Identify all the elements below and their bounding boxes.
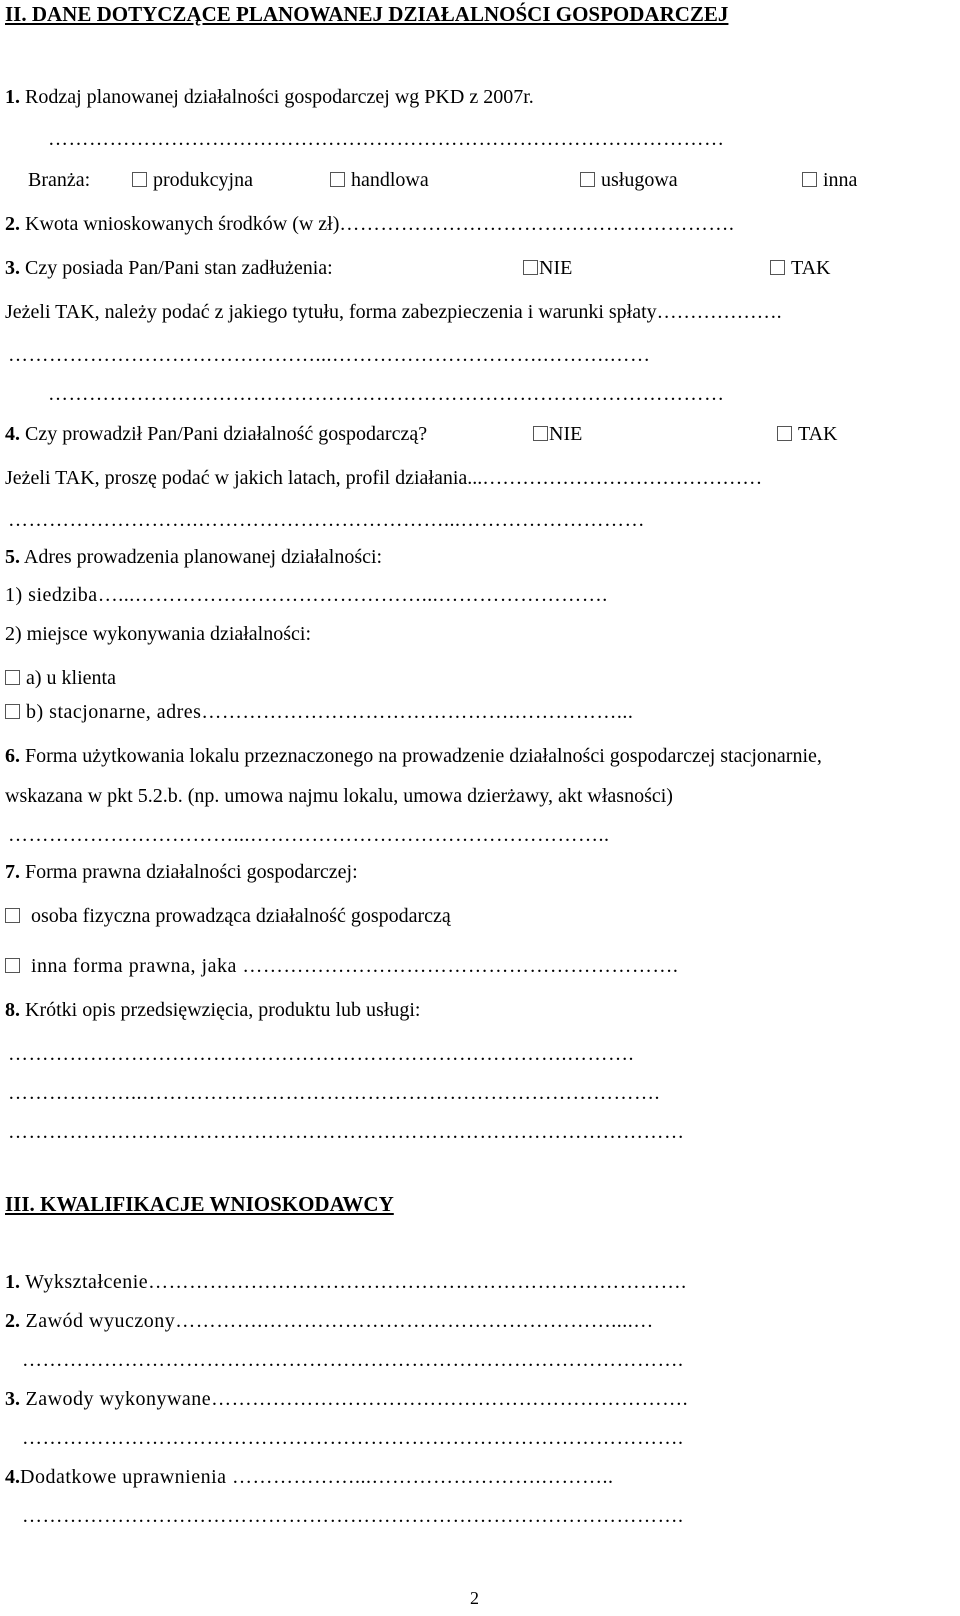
q3-line (5, 256, 905, 280)
q1-answer-line[interactable]: ……………………………………………………………………………………… (48, 128, 725, 150)
f3-answer-line[interactable]: ……………………………………………………………………………………. (22, 1427, 684, 1449)
q7-line (5, 860, 358, 884)
q1-text: Rodzaj planowanej działalności gospodarczej wg PKD z 2007r. (20, 86, 534, 108)
q7-number: 7. (5, 861, 20, 883)
f4-number: 4. (5, 1466, 20, 1488)
q5-text: Adres prowadzenia planowanej działalności: (20, 546, 383, 568)
q3-option-nie[interactable] (523, 256, 572, 280)
f1-number: 1. (5, 1271, 20, 1293)
option-uslugowa-label: usługowa (601, 169, 678, 191)
f2-line[interactable] (5, 1309, 654, 1333)
option-inna[interactable] (802, 168, 857, 192)
f2-answer-line[interactable]: ……………………………………………………………………………………. (22, 1349, 684, 1371)
option-handlowa[interactable] (330, 168, 429, 192)
q2-number: 2. (5, 213, 20, 235)
q4-line (5, 422, 905, 446)
q4-detail: Jeżeli TAK, proszę podać w jakich latach, profil działania...…………………………………… (5, 467, 763, 489)
checkbox-icon[interactable] (330, 172, 345, 187)
f4-text: Dodatkowe uprawnienia ………………...…………………….……….. (20, 1466, 614, 1488)
option-produkcyjna[interactable] (132, 168, 253, 192)
q3-detail: Jeżeli TAK, należy podać z jakiego tytułu, forma zabezpieczenia i warunki spłaty………………. (5, 301, 782, 323)
q5-line (5, 545, 382, 569)
checkbox-icon[interactable] (132, 172, 147, 187)
f2-number: 2. (5, 1310, 20, 1332)
option-produkcyjna-label: produkcyjna (153, 169, 253, 191)
q6-line (5, 744, 822, 768)
option-uslugowa[interactable] (580, 168, 678, 192)
checkbox-icon[interactable] (5, 670, 20, 685)
option-inna-label: inna (823, 169, 858, 191)
q3-option-tak-label: TAK (791, 257, 831, 279)
q3-text: Czy posiada Pan/Pani stan zadłużenia: (20, 257, 333, 279)
f3-number: 3. (5, 1388, 20, 1410)
q7-option-1-label: osoba fizyczna prowadząca działalność gospodarczą (31, 905, 451, 927)
section-2-title: II. DANE DOTYCZĄCE PLANOWANEJ DZIAŁALNOŚCI GOSPODARCZEJ (5, 2, 729, 26)
q8-answer-line-2[interactable]: ………………..…………………………………………………………………. (8, 1082, 660, 1104)
q4-option-tak[interactable] (777, 422, 838, 446)
checkbox-icon[interactable] (5, 958, 20, 973)
q7-option-2-label: inna forma prawna, jaka ………………………………………………………. (31, 955, 679, 977)
q2-text: Kwota wnioskowanych środków (w zł) (20, 213, 340, 235)
q7-option-1[interactable] (5, 904, 451, 928)
f3-text: Zawody wykonywane……………………………………………………………. (20, 1388, 689, 1410)
f4-answer-line[interactable]: ……………………………………………………………………………………. (22, 1505, 684, 1527)
q4-option-nie[interactable] (533, 422, 582, 446)
q5-option-a-label: a) u klienta (26, 667, 116, 689)
q6-line-2: wskazana w pkt 5.2.b. (np. umowa najmu lokalu, umowa dzierżawy, akt własności) (5, 785, 673, 807)
q5-option-b-label: b) stacjonarne, adres……………………………………….……………... (26, 701, 634, 723)
q3-option-nie-label: NIE (539, 257, 573, 279)
branza-label: Branża: (28, 169, 91, 191)
checkbox-icon[interactable] (777, 426, 792, 441)
q5-option-a[interactable] (5, 666, 116, 690)
q8-text: Krótki opis przedsięwzięcia, produktu lub usługi: (20, 999, 421, 1021)
q4-option-nie-label: NIE (549, 423, 583, 445)
checkbox-icon[interactable] (5, 704, 20, 719)
q4-answer-line[interactable]: ……………………….………………………………...……………………… (8, 509, 645, 531)
q8-answer-line-1[interactable]: ……………………………………………………………………….………. (8, 1043, 634, 1065)
f1-text: Wykształcenie……………………………………………………………………. (20, 1271, 687, 1293)
q8-answer-line-3[interactable]: ……………………………………………………………………………………… (8, 1121, 685, 1143)
q6-answer-line[interactable]: ……………………………...…………………………………………….. (8, 824, 610, 846)
checkbox-icon[interactable] (533, 426, 548, 441)
q6-number: 6. (5, 745, 20, 767)
q4-number: 4. (5, 423, 20, 445)
option-handlowa-label: handlowa (351, 169, 429, 191)
q1-line (5, 85, 534, 109)
q5-option-b[interactable] (5, 700, 633, 724)
q7-text: Forma prawna działalności gospodarczej: (20, 861, 358, 883)
q3-answer-line-2[interactable]: ……………………………………………………………………………………… (48, 383, 725, 405)
q6-text: Forma użytkowania lokalu przeznaczonego na prowadzenie działalności gospodarczej stacjonarnie, (20, 745, 822, 767)
q3-number: 3. (5, 257, 20, 279)
f3-line[interactable] (5, 1387, 688, 1411)
q8-number: 8. (5, 999, 20, 1021)
q8-line (5, 998, 420, 1022)
q5-number: 5. (5, 546, 20, 568)
checkbox-icon[interactable] (580, 172, 595, 187)
q7-option-2[interactable] (5, 954, 678, 978)
q4-text: Czy prowadził Pan/Pani działalność gospodarczą? (20, 423, 428, 445)
q2-line (5, 212, 734, 236)
checkbox-icon[interactable] (5, 908, 20, 923)
checkbox-icon[interactable] (523, 260, 538, 275)
q1-number: 1. (5, 86, 20, 108)
q4-option-tak-label: TAK (798, 423, 838, 445)
branza-row (28, 168, 928, 192)
checkbox-icon[interactable] (770, 260, 785, 275)
q5-seat[interactable]: 1) siedziba…...……………………………………...……………………. (5, 584, 608, 606)
checkbox-icon[interactable] (802, 172, 817, 187)
f2-text: Zawód wyuczony………….……………………………………………....… (20, 1310, 654, 1332)
q3-option-tak[interactable] (770, 256, 831, 280)
page-number: 2 (470, 1588, 479, 1608)
q3-answer-line-1[interactable]: ………………………………………...………………………….……….…… (8, 344, 651, 366)
f1-line[interactable] (5, 1270, 687, 1294)
section-3-title: III. KWALIFIKACJE WNIOSKODAWCY (5, 1192, 394, 1216)
q2-answer-line[interactable]: …………………………………………………. (339, 213, 735, 235)
f4-line[interactable] (5, 1465, 614, 1489)
q5-place: 2) miejsce wykonywania działalności: (5, 623, 312, 645)
